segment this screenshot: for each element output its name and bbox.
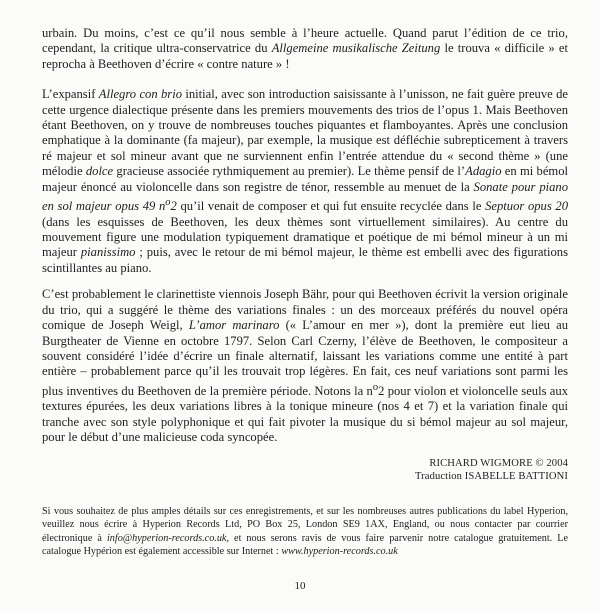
- document-page: [42, 26, 568, 559]
- page-number: 10: [294, 580, 306, 592]
- paragraph-intro: urbain. Du moins, c’est ce qu’il nous semble à l’heure actuelle. Quand parut l’édition de ce trio, cependant, la critique ultra-conservatrice du Allgemeine musikalische Zeitung le trouva « difficile » et reprocha à Beethoven d’écrire « contre nature » !: [42, 26, 569, 71]
- paragraph-allegro: L’expansif Allegro con brio initial, avec son introduction saisissante à l’unisson, ne fait guère preuve de cette urgence dialectique présente dans les premiers mouvements des trios de l’opus 1. Mais Beethoven étant Beethoven, on y trouve de nombreuses touches piquantes et flamboyantes. Après une conclusion emphatique à la dominante (fa majeur), par exemple, la musique est défléchie subrepticement à travers ré majeur et sol mineur avant que ne surviennent enfin l’entrée attendue du « second thème » (une mélodie dolce gracieuse associée rythmiquement au premier). Le thème pensif de l’Adagio en mi bémol majeur énoncé au violoncelle dans son registre de ténor, ressemble au menuet de la Sonate pour piano en sol majeur opus 49 $n^o2$ qu’il venait de composer et qui fut ensuite recyclée dans le Septuor opus 20 (dans les esquisses de Beethoven, les deux thèmes sont virtuellement similaires). Au centre du mouvement figure une modulation typiquement dramatique et poétique de mi bémol mineur à un mi majeur pianissimo ; puis, avec le retour de mi bémol majeur, le thème est embelli avec des figurations scintillantes au piano.: [42, 87, 569, 275]
- author-line: RICHARD WIGMORE © 2004: [429, 457, 568, 469]
- paragraph-variations: C’est probablement le clarinettiste viennois Joseph Bähr, pour qui Beethoven écrivit la version originale du trio, qui a suggéré le thème des variations finales : un des morceaux préférés du nouvel opéra comique de Joseph Weigl, L’amor marinaro (« L’amour en mer »), dont la première eut lieu au Burgtheater de Vienne en octobre 1797. Selon Carl Czerny, l’élève de Beethoven, le compositeur a souvent considéré l’idée d’écrire un finale alternatif, laissant les variations comme une entité à part entière – probablement parce qu’il les trouvait trop légères. En fait, ces neuf variations sont parmi les plus inventives du Beethoven de la première période. Notons la $n^o2$ pour violon et violoncelle seuls aux textures épurées, les deux variations libres à la tonique mineure (nos 4 et 7) et la variation finale qui tranche avec son style polyphonique et qui fait pivoter la musique du si bémol majeur au sol majeur, pour le début d’une malicieuse coda syncopée.: [42, 287, 569, 445]
- contact-footer: Si vous souhaitez de plus amples détails sur ces enregistrements, et sur les nombreuses autres publications du label Hyperion, veuillez nous écrire à Hyperion Records Ltd, PO Box 25, London SE9 1AX, England, ou nous contacter par courrier électronique à info@hyperion-records.co.uk, et nous serons ravis de vous faire parvenir notre catalogue gratuitement. Le catalogue Hypérion est également accessible sur Internet : www.hyperion-records.co.uk: [42, 505, 568, 558]
- translator-line: Traduction ISABELLE BATTIONI: [414, 470, 568, 482]
- author-credit: [42, 457, 568, 483]
